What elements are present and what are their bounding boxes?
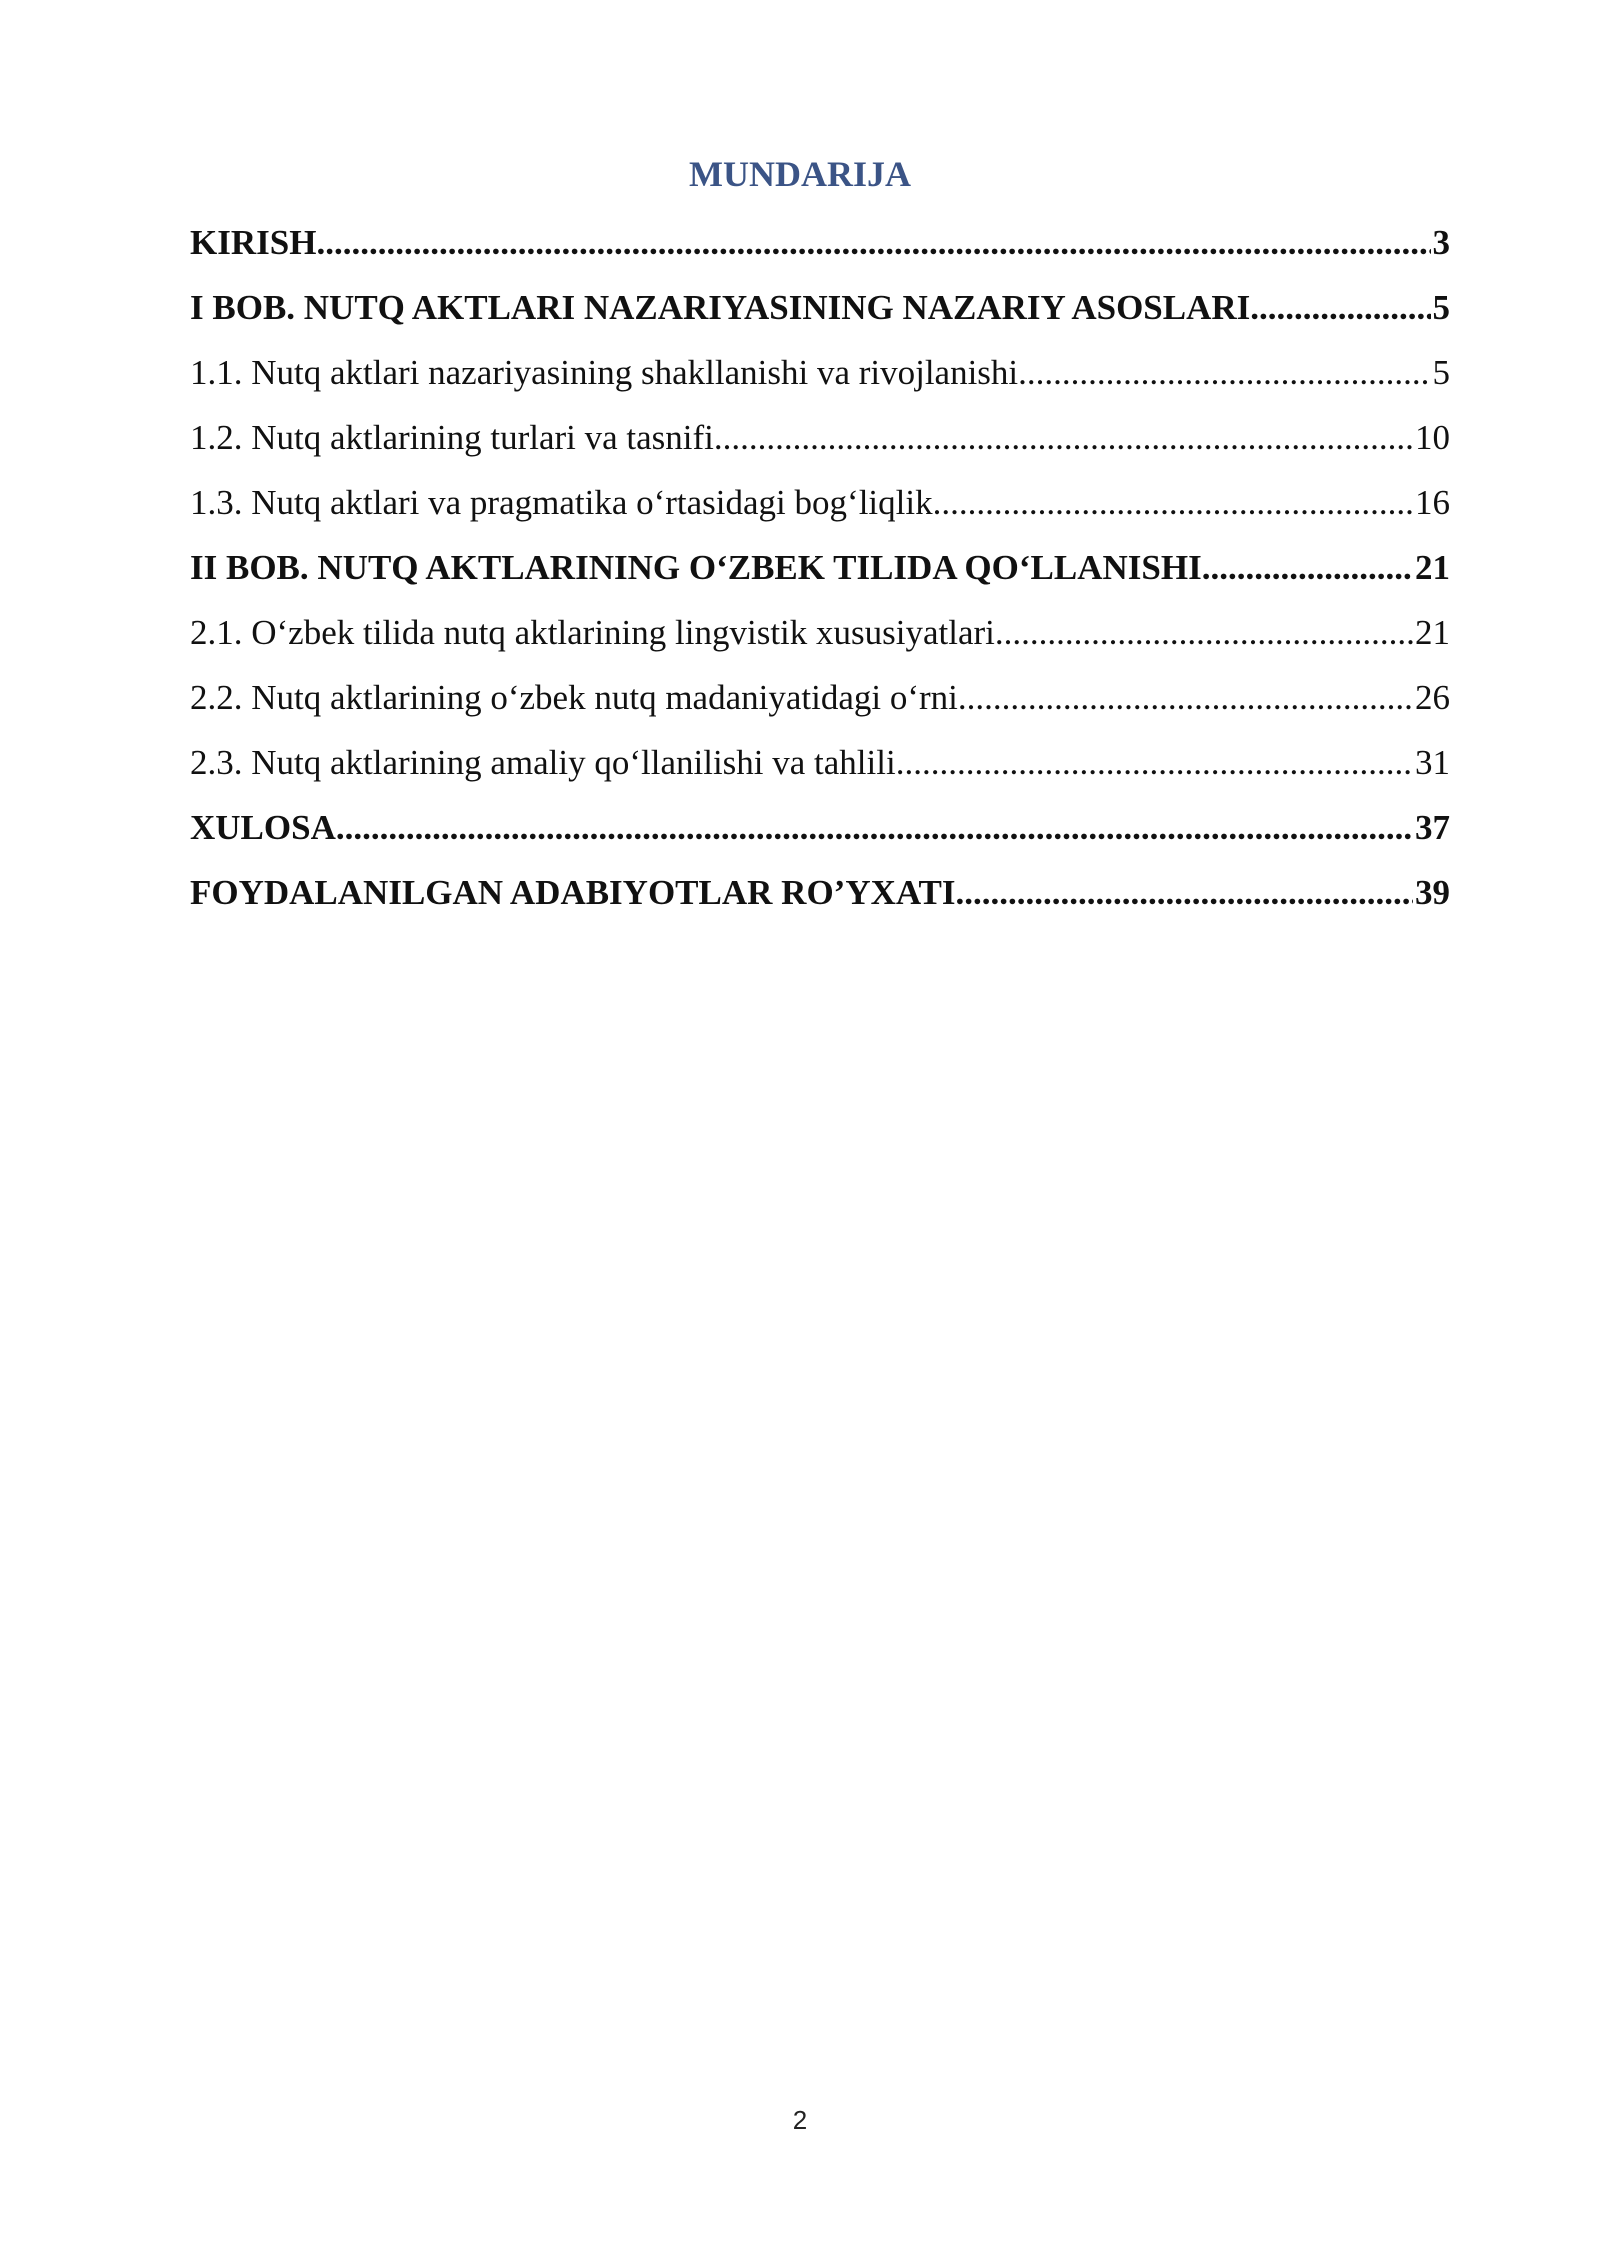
toc-dot-leader <box>933 470 1413 535</box>
toc-entry-title: XULOSA <box>190 808 336 847</box>
toc-dot-leader <box>958 665 1413 730</box>
toc-entry-page: 26 <box>1415 678 1450 717</box>
toc-dot-leader <box>316 210 1430 275</box>
toc-entry-page: 21 <box>1415 548 1450 587</box>
toc-entry[interactable] <box>190 210 1450 275</box>
toc-entry-page: 3 <box>1432 223 1450 262</box>
toc-entry-page: 31 <box>1415 743 1450 782</box>
toc-entry[interactable] <box>190 535 1450 600</box>
toc-dot-leader <box>896 730 1413 795</box>
toc-entry-title: I BOB. NUTQ AKTLARI NAZARIYASINING NAZARIY ASOSLARI <box>190 288 1251 327</box>
toc-entry-page: 5 <box>1432 353 1450 392</box>
toc-entry[interactable] <box>190 795 1450 860</box>
toc-entry[interactable] <box>190 860 1450 925</box>
toc-entry[interactable] <box>190 405 1450 470</box>
toc-entry-title: FOYDALANILGAN ADABIYOTLAR RO’YXATI <box>190 873 956 912</box>
toc-dot-leader <box>956 860 1413 925</box>
toc-entry-page: 37 <box>1415 808 1450 847</box>
toc-entry[interactable] <box>190 600 1450 665</box>
toc-entry-title: KIRISH <box>190 223 317 262</box>
toc-entry-title: 1.3. Nutq aktlari va pragmatika o‘rtasidagi bog‘liqlik <box>190 483 933 522</box>
toc-entry[interactable] <box>190 340 1450 405</box>
toc-dot-leader <box>336 795 1413 860</box>
page-title: MUNDARIJA <box>689 154 911 194</box>
toc-entry-title: 1.1. Nutq aktlari nazariyasining shakllanishi va rivojlanishi <box>190 353 1019 392</box>
toc-dot-leader <box>1250 275 1430 340</box>
toc-entry-title: 2.3. Nutq aktlarining amaliy qo‘llanilishi va tahlili <box>190 743 896 782</box>
table-of-contents <box>190 210 1450 925</box>
page-number: 2 <box>792 2105 808 2135</box>
toc-dot-leader <box>1202 535 1413 600</box>
toc-entry-title: 2.1. O‘zbek tilida nutq aktlarining lingvistik xususiyatlari <box>190 613 995 652</box>
toc-entry[interactable] <box>190 275 1450 340</box>
toc-entry-title: II BOB. NUTQ AKTLARINING O‘ZBEK TILIDA QO‘LLANISHI <box>190 548 1202 587</box>
toc-dot-leader <box>714 405 1413 470</box>
toc-entry-title: 2.2. Nutq aktlarining o‘zbek nutq madaniyatidagi o‘rni <box>190 678 958 717</box>
toc-entry[interactable] <box>190 730 1450 795</box>
toc-entry[interactable] <box>190 665 1450 730</box>
toc-entry-page: 10 <box>1415 418 1450 457</box>
toc-entry-page: 16 <box>1415 483 1450 522</box>
toc-entry-title: 1.2. Nutq aktlarining turlari va tasnifi <box>190 418 714 457</box>
toc-dot-leader <box>995 600 1413 665</box>
toc-entry[interactable] <box>190 470 1450 535</box>
toc-entry-page: 21 <box>1415 613 1450 652</box>
toc-entry-page: 5 <box>1432 288 1450 327</box>
toc-entry-page: 39 <box>1415 873 1450 912</box>
toc-dot-leader <box>1018 340 1430 405</box>
